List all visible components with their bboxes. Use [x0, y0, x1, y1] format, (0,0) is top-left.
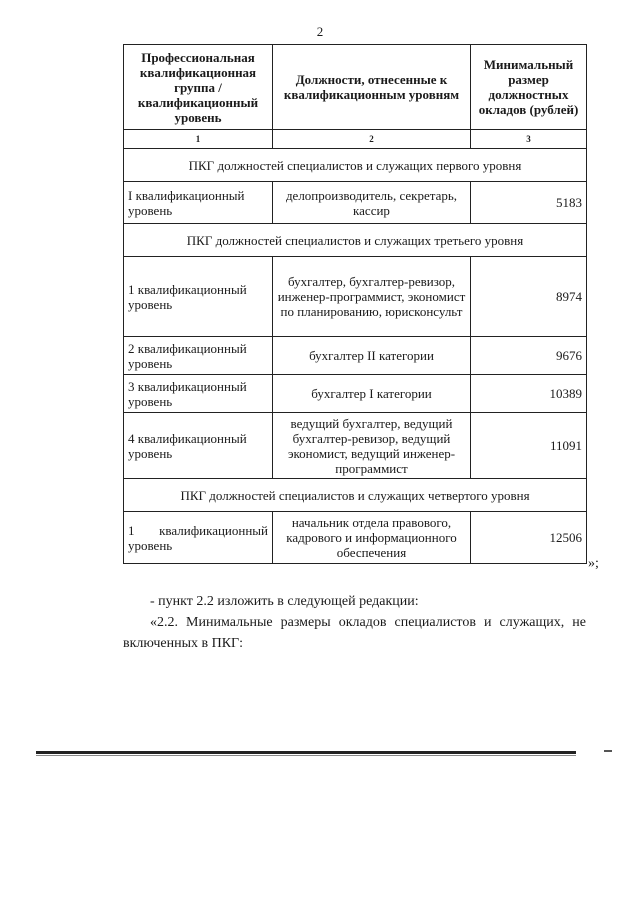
positions: ведущий бухгалтер, ведущий бухгалтер-ревизор, ведущий экономист, ведущий инженер-программист [273, 413, 471, 479]
amendment-instruction: - пункт 2.2 изложить в следующей редакции: [150, 594, 419, 609]
qualification-level: 1 квалификационный уровень [124, 512, 273, 564]
amendment-text: «2.2. Минимальные размеры окладов специалистов и служащих, не включенных в ПКГ: [123, 615, 586, 651]
table-row [124, 375, 587, 413]
qualification-level: 2 квалификационный уровень [124, 337, 273, 375]
page-number: 2 [316, 24, 324, 39]
section-row [124, 479, 587, 512]
column-number: 3 [471, 130, 587, 149]
section-title: ПКГ должностей специалистов и служащих третьего уровня [124, 224, 587, 257]
header-positions: Должности, отнесенные к квалификационным уровням [273, 45, 471, 130]
page-divider-thin [36, 755, 576, 756]
qualification-level: 4 квалификационный уровень [124, 413, 273, 479]
salary-table [123, 44, 587, 564]
table-row [124, 512, 587, 564]
closing-quote: »; [588, 556, 599, 571]
table-row [124, 257, 587, 337]
positions: бухгалтер, бухгалтер-ревизор, инженер-программист, экономист по планированию, юрисконсульт [273, 257, 471, 337]
section-row [124, 224, 587, 257]
header-min-salary: Минимальный размер должностных окладов (рублей) [471, 45, 587, 130]
column-number-row [124, 130, 587, 149]
min-salary: 5183 [471, 182, 587, 224]
scan-mark [604, 750, 612, 752]
positions: делопроизводитель, секретарь, кассир [273, 182, 471, 224]
min-salary: 12506 [471, 512, 587, 564]
column-number: 2 [273, 130, 471, 149]
min-salary: 9676 [471, 337, 587, 375]
table-row [124, 337, 587, 375]
qualification-level: 1 квалификационный уровень [124, 257, 273, 337]
section-title: ПКГ должностей специалистов и служащих первого уровня [124, 149, 587, 182]
min-salary: 11091 [471, 413, 587, 479]
min-salary: 8974 [471, 257, 587, 337]
qualification-level: I квалификационный уровень [124, 182, 273, 224]
qualification-level: 3 квалификационный уровень [124, 375, 273, 413]
header-pkg-level: Профессиональная квалификационная группа / квалификационный уровень [124, 45, 273, 130]
positions: бухгалтер II категории [273, 337, 471, 375]
min-salary: 10389 [471, 375, 587, 413]
positions: бухгалтер I категории [273, 375, 471, 413]
section-title: ПКГ должностей специалистов и служащих четвертого уровня [124, 479, 587, 512]
section-row [124, 149, 587, 182]
table-header-row [124, 45, 587, 130]
page-divider [36, 751, 576, 754]
table-row [124, 413, 587, 479]
positions: начальник отдела правового, кадрового и информационного обеспечения [273, 512, 471, 564]
table-row [124, 182, 587, 224]
column-number: 1 [124, 130, 273, 149]
